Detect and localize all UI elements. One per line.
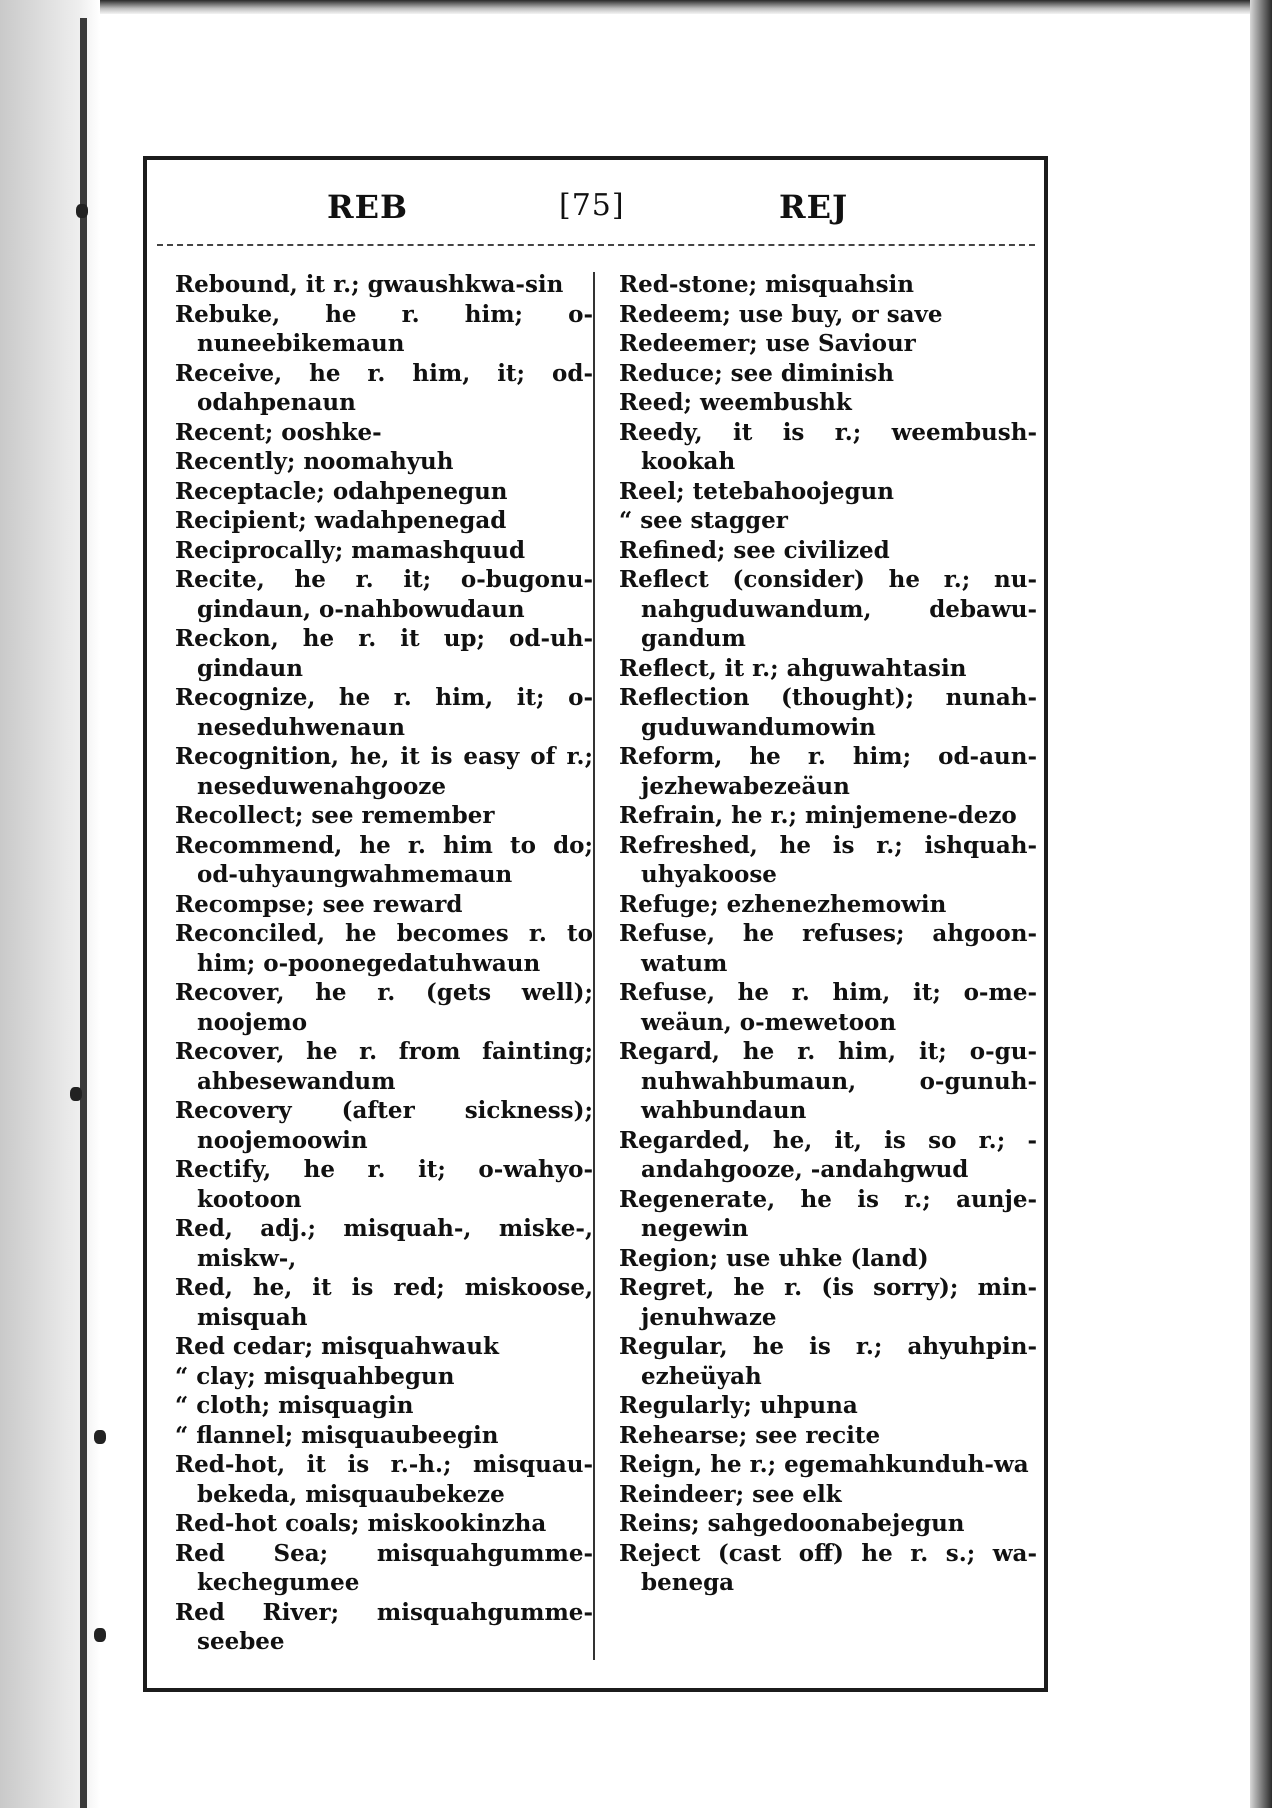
dictionary-entry: Reckon, he r. it up; od-uh-gindaun [175, 625, 593, 682]
column-divider [593, 272, 595, 1660]
dictionary-entry: Rebuke, he r. him; o-nuneebikemaun [175, 300, 593, 357]
dictionary-entry: “ flannel; misquaubeegin [175, 1421, 499, 1449]
page-header [147, 188, 1044, 248]
dictionary-entry: Regret, he r. (is sorry); min-jenuhwaze [619, 1274, 1037, 1331]
dictionary-entry: Recipient; wadahpenegad [175, 507, 507, 534]
right-column [619, 270, 1037, 1598]
scan-top-edge [0, 0, 1272, 14]
dictionary-entry: Reed; weembushk [619, 389, 852, 416]
dictionary-entry: Recover, he r. (gets well); noojemo [175, 979, 593, 1036]
binding-hole [70, 1087, 82, 1101]
dictionary-entry: Reel; tetebahoojegun [619, 477, 895, 505]
dictionary-entry: Refrain, he r.; minjemene-dezo [619, 802, 1017, 829]
dictionary-entry: Red-hot, it is r.-h.; misquau-bekeda, misquaubekeze [175, 1451, 593, 1508]
dictionary-entry: Regularly; uhpuna [619, 1392, 858, 1419]
dictionary-entry: Red River; misquahgumme-seebee [175, 1598, 593, 1655]
dictionary-entry: Receptacle; odahpenegun [175, 477, 508, 505]
dictionary-entry: Redeemer; use Saviour [619, 330, 916, 357]
dictionary-entry: Redeem; use buy, or save [619, 300, 943, 328]
left-column [175, 270, 593, 1657]
dictionary-entry: Receive, he r. him, it; od-odahpenaun [175, 359, 593, 416]
dictionary-entry: Reduce; see diminish [619, 359, 894, 387]
dictionary-entry: “ cloth; misquagin [175, 1392, 414, 1419]
dictionary-entry: Reform, he r. him; od-aun-jezhewabezeäun [619, 743, 1037, 800]
right-guide-word: REJ [779, 188, 849, 226]
page-number: [75] [559, 188, 625, 223]
dictionary-entry: Refined; see civilized [619, 536, 890, 564]
dictionary-entry: Recently; noomahyuh [175, 448, 454, 475]
dictionary-entry: Reciprocally; mamashquud [175, 536, 526, 564]
dictionary-entry: Recover, he r. from fainting; ahbesewandum [175, 1038, 593, 1095]
dictionary-entry: Refuge; ezhenezhemowin [619, 890, 947, 918]
dictionary-entry: Red-stone; misquahsin [619, 271, 915, 298]
dictionary-entry: “ see stagger [619, 507, 788, 534]
binding-hole [76, 204, 88, 218]
binding-hole [94, 1430, 106, 1444]
dictionary-entry: Recovery (after sickness); noojemoowin [175, 1097, 593, 1154]
dictionary-entry: Regenerate, he is r.; aunje-negewin [619, 1185, 1037, 1242]
dictionary-entry: Recompse; see reward [175, 890, 463, 918]
dictionary-entry: Regular, he is r.; ahyuhpin-ezheüyah [619, 1333, 1037, 1390]
header-rule [157, 244, 1035, 246]
dictionary-entry: Red cedar; misquahwauk [175, 1333, 499, 1360]
dictionary-entry: Rehearse; see recite [619, 1421, 881, 1449]
book-spine [80, 18, 87, 1808]
dictionary-entry: Region; use uhke (land) [619, 1244, 929, 1272]
scan-right-edge [1250, 0, 1272, 1808]
dictionary-entry: Regard, he r. him, it; o-gu-nuhwahbumaun, o-gunuh-wahbundaun [619, 1038, 1037, 1124]
dictionary-entry: Rebound, it r.; gwaushkwa-sin [175, 271, 564, 298]
dictionary-entry: Reign, he r.; egemahkunduh-wa [619, 1451, 1029, 1478]
dictionary-entry: “ clay; misquahbegun [175, 1362, 455, 1390]
dictionary-entry: Reins; sahgedoonabejegun [619, 1510, 965, 1537]
dictionary-entry: Red-hot coals; miskookinzha [175, 1510, 547, 1537]
dictionary-entry: Recollect; see remember [175, 802, 495, 829]
dictionary-entry: Reconciled, he becomes r. to him; o-poonegedatuhwaun [175, 920, 593, 977]
dictionary-entry: Refuse, he r. him, it; o-me-weäun, o-mewetoon [619, 979, 1037, 1036]
dictionary-entry: Recognize, he r. him, it; o-neseduhwenaun [175, 684, 593, 741]
dictionary-entry: Reedy, it is r.; weembush-kookah [619, 418, 1037, 475]
dictionary-entry: Regarded, he, it, is so r.; -andahgooze, -andahgwud [619, 1126, 1037, 1183]
dictionary-entry: Refreshed, he is r.; ishquah-uhyakoose [619, 831, 1037, 888]
dictionary-entry: Red Sea; misquahgumme-kechegumee [175, 1539, 593, 1596]
dictionary-entry: Reflect, it r.; ahguwahtasin [619, 654, 967, 682]
dictionary-entry: Recommend, he r. him to do; od-uhyaungwahmemaun [175, 831, 593, 888]
dictionary-entry: Reindeer; see elk [619, 1480, 842, 1508]
left-guide-word: REB [327, 188, 409, 226]
dictionary-entry: Rectify, he r. it; o-wahyo-kootoon [175, 1156, 593, 1213]
binding-hole [94, 1628, 106, 1642]
dictionary-entry: Reflect (consider) he r.; nu-nahguduwandum, debawu-gandum [619, 566, 1037, 652]
dictionary-entry: Red, he, it is red; miskoose, misquah [175, 1274, 593, 1331]
dictionary-entry: Refuse, he refuses; ahgoon-watum [619, 920, 1037, 977]
dictionary-page [143, 156, 1048, 1692]
dictionary-entry: Reject (cast off) he r. s.; wa-benega [619, 1539, 1037, 1596]
dictionary-entry: Red, adj.; misquah-, miske-, miskw-, [175, 1215, 593, 1272]
dictionary-entry: Recognition, he, it is easy of r.; neseduwenahgooze [175, 743, 593, 800]
dictionary-entry: Recite, he r. it; o-bugonu-gindaun, o-nahbowudaun [175, 566, 593, 623]
dictionary-entry: Reflection (thought); nunah-guduwandumowin [619, 684, 1037, 741]
dictionary-entry: Recent; ooshke- [175, 418, 382, 446]
